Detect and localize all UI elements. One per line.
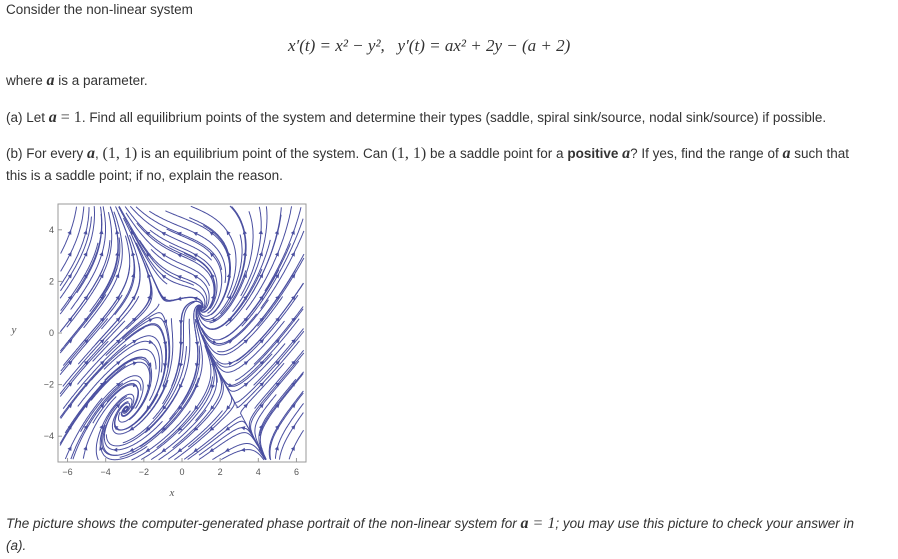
x-tick-label: 6 <box>293 467 299 477</box>
intro-text: Consider the non-linear system <box>6 2 193 17</box>
equation-x: x′(t) = x² − y², <box>288 36 385 55</box>
x-tick-label: 4 <box>255 467 261 477</box>
y-tick-label: 0 <box>48 328 54 338</box>
phase-portrait <box>0 200 320 500</box>
equation-y: y′(t) = ax² + 2y − (a + 2) <box>397 36 571 55</box>
y-tick-label: −4 <box>43 431 54 442</box>
where-text: where a is a parameter. <box>6 72 148 89</box>
y-tick-label: −2 <box>43 379 54 390</box>
caption-line1: The picture shows the computer-generated phase portrait of the non-linear system for a = 1; you may use this picture to check your answer in <box>6 515 854 532</box>
x-tick-label: 0 <box>179 467 185 477</box>
x-tick-label: 2 <box>217 467 223 477</box>
y-tick-label: 4 <box>48 224 54 235</box>
y-axis-label: y <box>11 324 17 336</box>
part-b-line2: this is a saddle point; if no, explain the reason. <box>6 168 283 183</box>
part-a-text: (a) Let a = 1. Find all equilibrium points of the system and determine their types (saddle, spiral sink/source, nodal sink/source) if possible. <box>6 109 827 126</box>
part-b-line1: (b) For every a, (1, 1) is an equilibrium point of the system. Can (1, 1) be a saddle point for a positive a? If yes, find the range of a such that <box>6 145 849 162</box>
x-tick-label: −2 <box>138 467 149 477</box>
x-tick-label: −6 <box>62 467 73 477</box>
x-axis-label: x <box>169 487 175 499</box>
caption-line2: (a). <box>6 538 27 553</box>
x-tick-label: −4 <box>100 467 111 477</box>
system-equation <box>288 36 570 56</box>
y-tick-label: 2 <box>48 276 54 287</box>
